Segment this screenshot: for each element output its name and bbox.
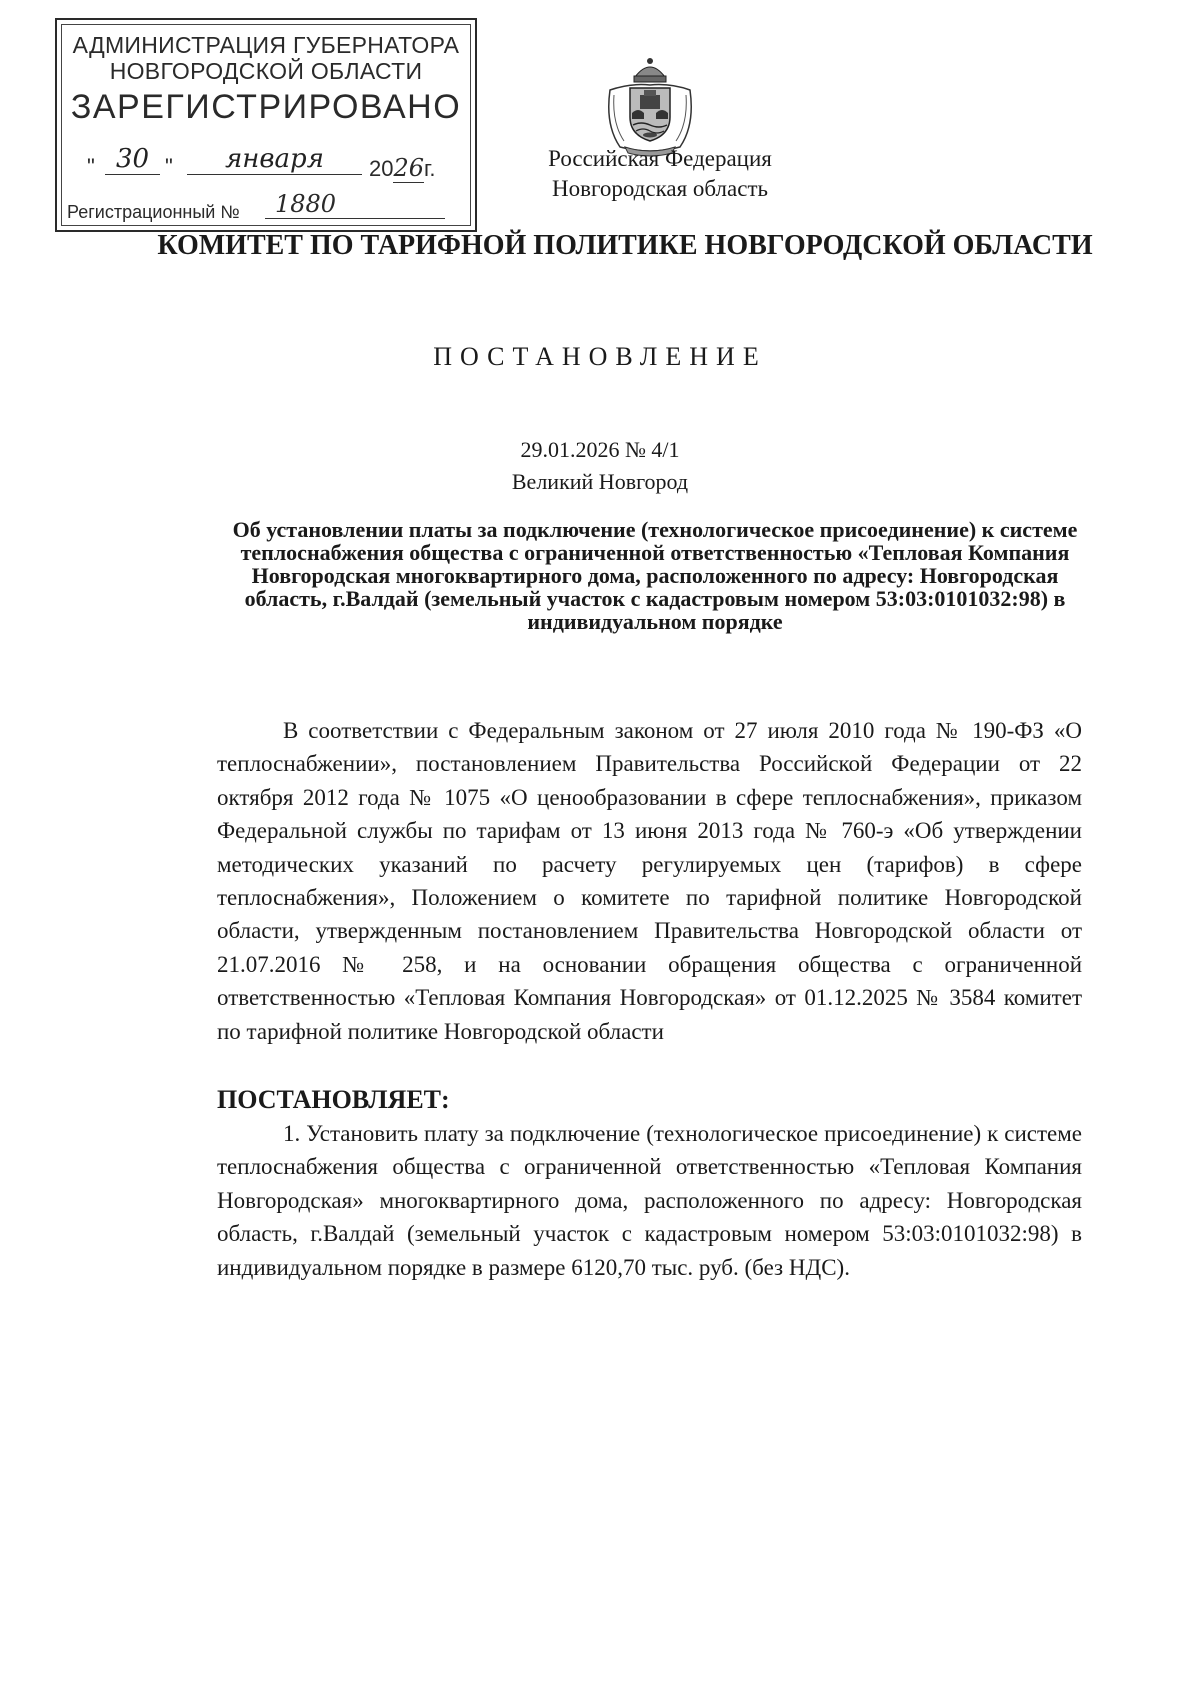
document-type: ПОСТАНОВЛЕНИЕ — [433, 342, 767, 371]
document-date-block — [0, 434, 1200, 498]
stamp-quote-open: " — [87, 154, 95, 179]
stamp-reg-number: 1880 — [265, 190, 445, 219]
region-name: Новгородская область — [551, 176, 768, 201]
committee-title: КОМИТЕТ ПО ТАРИФНОЙ ПОЛИТИКЕ НОВГОРОДСКОЙ ОБЛАСТИ — [157, 230, 1093, 261]
stamp-org-line1: АДМИНИСТРАЦИЯ ГУБЕРНАТОРА — [72, 32, 460, 58]
stamp-year-prefix: 20 — [369, 156, 394, 181]
country-name: Российская Федерация — [548, 146, 772, 171]
coat-of-arms-icon — [600, 55, 700, 160]
registration-stamp — [55, 18, 477, 232]
document-place: Великий Новгород — [511, 469, 689, 494]
clause-1-paragraph: 1. Установить плату за подключение (технологическое присоединение) к системе теплоснабжения общества с ограниченной ответственностью «Тепловая Компания Новгородская» многоквартирного дома, расположенного по адресу: Новгородская область, г.Валдай (земельный участок с кадастровым номером 53:03:0101032:98) в индивидуальном порядке в размере 6120,70 тыс. руб. (без НДС). — [217, 1121, 1082, 1280]
stamp-org-line2: НОВГОРОДСКОЙ ОБЛАСТИ — [109, 58, 423, 84]
stamp-month: января — [187, 144, 362, 175]
document-subject: Об установлении платы за подключение (технологическое присоединение) к системе теплоснабжения общества с ограниченной ответственностью «Тепловая Компания Новгородская многоквартирного дома, расположенного по адресу: Новгородская область, г.Валдай (земельный участок с кадастровым номером 53:03:0101032:98) в индивидуальном порядке — [232, 517, 1078, 634]
stamp-year-hand: 26 — [393, 154, 425, 182]
stamp-reg-label: Регистрационный № — [67, 202, 240, 222]
stamp-quote-close: " — [165, 154, 173, 179]
resolves-heading: ПОСТАНОВЛЯЕТ: — [217, 1085, 450, 1114]
document-date-number: 29.01.2026 № 4/1 — [520, 437, 680, 462]
stamp-day: 30 — [105, 144, 160, 175]
stamp-year — [369, 154, 435, 182]
stamp-year-suffix: г. — [424, 156, 436, 181]
stamp-registered: ЗАРЕГИСТРИРОВАНО — [70, 88, 462, 126]
stamp-date — [87, 144, 467, 184]
preamble-paragraph: В соответствии с Федеральным законом от 27 июля 2010 года № 190-ФЗ «О теплоснабжении», постановлением Правительства Российской Федерации от 22 октября 2012 года № 1075 «О ценообразовании в сфере теплоснабжения», приказом Федеральной службы по тарифам от 13 июня 2013 года № 760-э «Об утверждении методических указаний по расчету регулируемых цен (тарифов) в сфере теплоснабжения», Положением о комитете по тарифной политике Новгородской области, утвержденным постановлением Правительства Новгородской области от 21.07.2016 № 258, и на основании обращения общества с ограниченной ответственностью «Тепловая Компания Новгородская» от 01.12.2025 № 3584 комитет по тарифной политике Новгородской области — [217, 718, 1082, 1044]
